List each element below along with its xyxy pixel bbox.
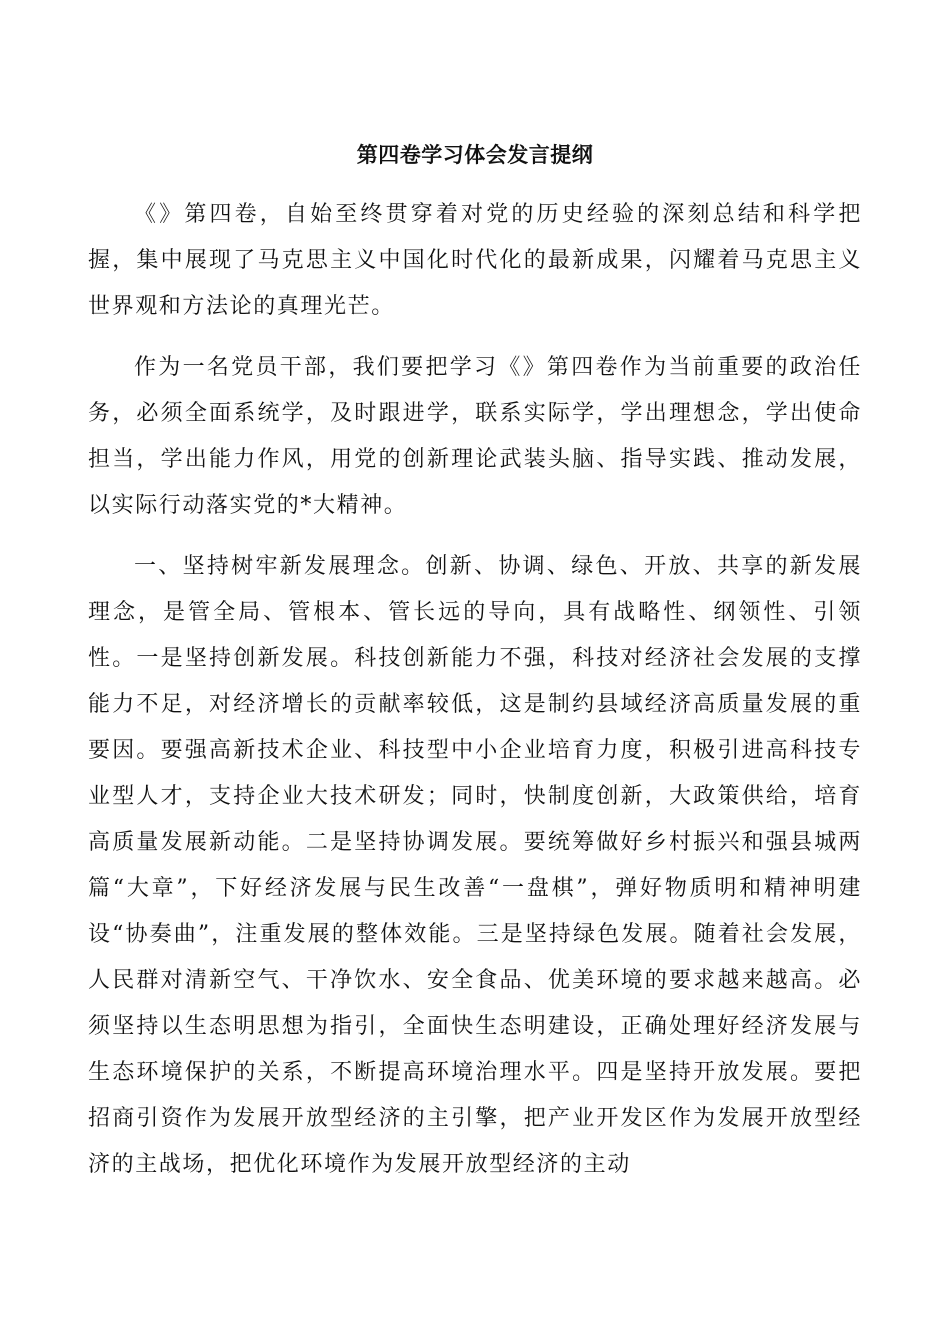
- document-title: 第四卷学习体会发言提纲: [356, 142, 594, 167]
- paragraph-section-one: 一、坚持树牢新发展理念。创新、协调、绿色、开放、共享的新发展理念，是管全局、管根本、管长远的导向，具有战略性、纲领性、引领性。一是坚持创新发展。科技创新能力不强，科技对经济社会发展的支撑能力不足，对经济增长的贡献率较低，这是制约县域经济高质量发展的重要因。要强高新技术企业、科技型中小企业培育力度，积极引进高科技专业型人才，支持企业大技术研发；同时，快制度创新，大政策供给，培育高质量发展新动能。二是坚持协调发展。要统筹做好乡村振兴和强县城两篇“大章”，下好经济发展与民生改善“一盘棋”，弹好物质明和精神明建设“协奏曲”，注重发展的整体效能。三是坚持绿色发展。随着社会发展，人民群对清新空气、干净饮水、安全食品、优美环境的要求越来越高。必须坚持以生态明思想为指引，全面快生态明建设，正确处理好经济发展与生态环境保护的关系，不断提高环境治理水平。四是坚持开放发展。要把招商引资作为发展开放型经济的主引擎，把产业开发区作为发展开放型经济的主战场，把优化环境作为发展开放型经济的主动: [88, 554, 862, 1177]
- paragraph-task: 作为一名党员干部，我们要把学习《》第四卷作为当前重要的政治任务，必须全面系统学，及时跟进学，联系实际学，学出理想念，学出使命担当，学出能力作风，用党的创新理论武装头脑、指导实践、推动发展，以实际行动落实党的*大精神。: [88, 355, 862, 518]
- document-body: [88, 192, 862, 1203]
- paragraph-intro: 《》第四卷，自始至终贯穿着对党的历史经验的深刻总结和科学把握，集中展现了马克思主义中国化时代化的最新成果，闪耀着马克思主义世界观和方法论的真理光芒。: [88, 202, 862, 319]
